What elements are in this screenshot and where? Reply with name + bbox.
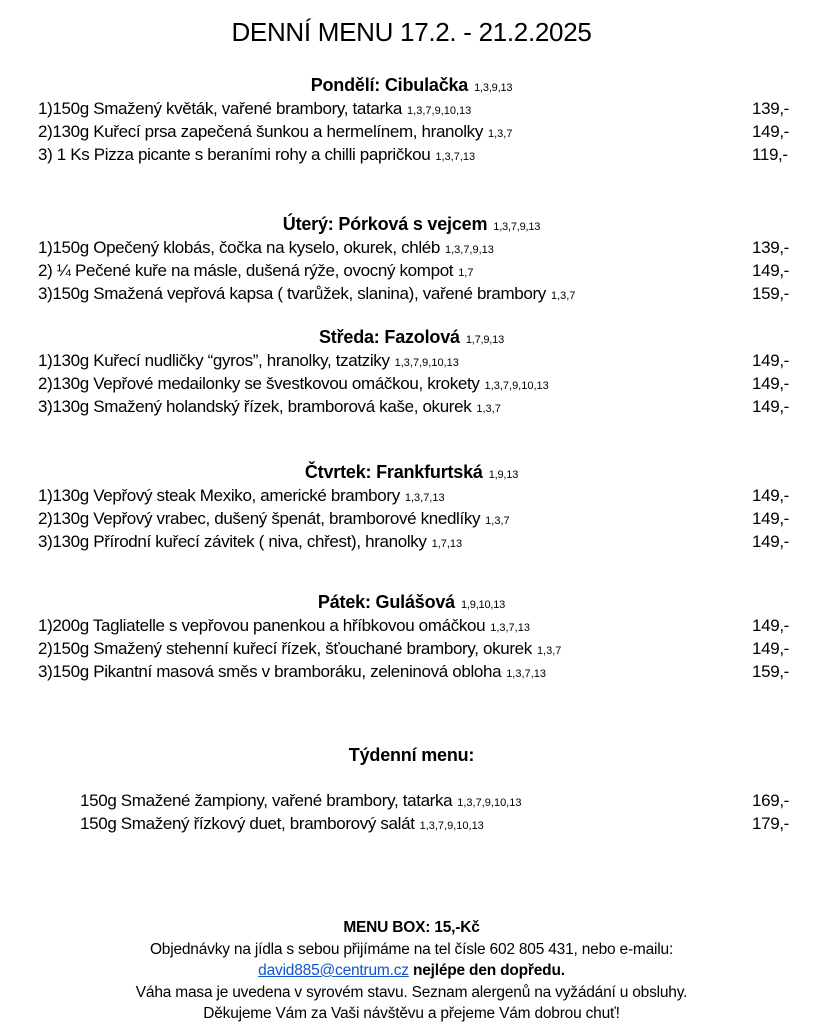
section-header [0, 591, 823, 614]
item-text [38, 143, 475, 169]
weekly-menu-section [0, 744, 823, 835]
item-price: 149,- [752, 532, 789, 551]
menu-items [0, 349, 823, 418]
item-name: 3) 1 Ks Pizza picante s beraními rohy a chilli papričkou [38, 145, 431, 164]
footer [0, 917, 823, 1025]
item-price: 149,- [752, 639, 789, 658]
item-name: 3)130g Smažený holandský řízek, bramborová kaše, okurek [38, 397, 472, 416]
item-name: 2)130g Vepřové medailonky se švestkovou omáčkou, krokety [38, 374, 480, 393]
item-text [38, 282, 575, 308]
item-name: 2)130g Kuřecí prsa zapečená šunkou a hermelínem, hranolky [38, 122, 483, 141]
day-section [0, 461, 823, 553]
item-name: 1)200g Tagliatelle s vepřovou panenkou a hříbkovou omáčkou [38, 616, 486, 635]
menu-item [0, 120, 823, 143]
menu-item [0, 282, 823, 305]
item-name: 1)150g Smažený květák, vařené brambory, tatarka [38, 99, 403, 118]
menu-item [0, 372, 823, 395]
page-title: DENNÍ MENU 17.2. - 21.2.2025 [231, 17, 592, 47]
menu-box-note: MENU BOX: 15,-Kč [343, 919, 480, 936]
item-name: 1)130g Kuřecí nudličky “gyros”, hranolky, tzatziky [38, 351, 390, 370]
item-price: 149,- [752, 397, 789, 416]
item-price: 159,- [752, 284, 789, 303]
menu-item [0, 395, 823, 418]
item-allergens: 1,7,13 [431, 538, 463, 550]
section-header [0, 744, 823, 767]
menu-item [0, 637, 823, 660]
item-price: 179,- [752, 814, 789, 833]
item-allergens: 1,3,7,9,13 [444, 244, 494, 256]
item-price: 149,- [752, 509, 789, 528]
soup-allergens: 1,3,9,13 [474, 82, 513, 94]
item-allergens: 1,3,7 [476, 403, 501, 415]
item-text [38, 530, 462, 556]
menu-item [0, 349, 823, 372]
item-allergens: 1,3,7,9,10,13 [419, 820, 484, 832]
item-allergens: 1,3,7 [485, 515, 510, 527]
menu-item [0, 530, 823, 553]
menu-items [0, 614, 823, 683]
item-name: 3)150g Smažená vepřová kapsa ( tvarůžek, slanina), vařené brambory [38, 284, 546, 303]
section-title: Týdenní menu: [348, 745, 475, 765]
item-name: 2) ¼ Pečené kuře na másle, dušená rýže, ovocný kompot [38, 261, 454, 280]
item-allergens: 1,3,7 [488, 128, 513, 140]
section-header [0, 461, 823, 484]
menu-item [0, 660, 823, 683]
item-allergens: 1,3,7 [536, 645, 562, 657]
item-allergens: 1,3,7,9,10,13 [407, 105, 472, 117]
weight-note: Váha masa je uvedena v syrovém stavu. Seznam alergenů na vyžádání u obsluhy. [135, 983, 688, 1001]
item-name: 1)150g Opečený klobás, čočka na kyselo, okurek, chléb [38, 238, 440, 257]
menu-items [0, 484, 823, 553]
item-price: 149,- [752, 122, 789, 141]
item-price: 149,- [752, 616, 789, 635]
item-price: 139,- [752, 99, 789, 118]
menu-items [0, 789, 823, 835]
section-header [0, 213, 823, 236]
item-price: 149,- [752, 261, 789, 280]
item-name: 2)150g Smažený stehenní kuřecí řízek, šťouchané brambory, okurek [38, 639, 532, 658]
day-section [0, 591, 823, 683]
menu-item [0, 484, 823, 507]
section-title: Středa: Fazolová [318, 327, 460, 347]
item-allergens: 1,3,7,9,10,13 [394, 357, 459, 369]
soup-allergens: 1,7,9,13 [465, 334, 504, 346]
item-name: 3)130g Přírodní kuřecí závitek ( niva, chřest), hranolky [38, 532, 427, 551]
item-name: 3)150g Pikantní masová směs v bramboráku, zeleninová obloha [38, 662, 502, 681]
section-title: Pondělí: Cibulačka [310, 75, 469, 95]
day-section [0, 326, 823, 418]
day-section [0, 74, 823, 166]
menu-item [0, 259, 823, 282]
item-price: 149,- [752, 374, 789, 393]
item-text [38, 660, 546, 686]
item-text [38, 395, 501, 421]
menu-item [0, 143, 823, 166]
advance-note: nejlépe den dopředu. [412, 962, 565, 979]
menu-item [0, 812, 823, 835]
soup-allergens: 1,3,7,9,13 [493, 221, 541, 233]
item-name: 1)130g Vepřový steak Mexiko, americké brambory [38, 486, 400, 505]
section-header [0, 74, 823, 97]
menu-item [0, 97, 823, 120]
item-price: 149,- [752, 351, 789, 370]
menu-item [0, 789, 823, 812]
menu-item [0, 614, 823, 637]
item-allergens: 1,3,7,9,10,13 [457, 797, 522, 809]
item-name: 2)130g Vepřový vrabec, dušený špenát, bramborové knedlíky [38, 509, 481, 528]
email-link[interactable]: david885@centrum.cz [258, 962, 409, 979]
item-price: 119,- [752, 145, 788, 164]
section-title: Úterý: Pórková s vejcem [282, 214, 488, 234]
day-section [0, 213, 823, 305]
item-name: 150g Smažené žampiony, vařené brambory, tatarka [80, 791, 453, 810]
section-title: Čtvrtek: Frankfurtská [304, 462, 483, 482]
menu-item [0, 507, 823, 530]
thanks-note: Děkujeme Vám za Vaši návštěvu a přejeme Vám dobrou chuť! [203, 1005, 620, 1022]
item-text [80, 812, 484, 838]
section-header [0, 326, 823, 349]
orders-note: Objednávky na jídla s sebou přijímáme na tel čísle 602 805 431, nebo e-mailu: [149, 940, 674, 958]
item-price: 169,- [752, 791, 789, 810]
item-allergens: 1,3,7,9,10,13 [484, 380, 549, 392]
item-allergens: 1,3,7,13 [506, 668, 546, 680]
item-price: 149,- [752, 486, 789, 505]
item-price: 159,- [752, 662, 789, 681]
item-name: 150g Smažený řízkový duet, bramborový salát [80, 814, 415, 833]
item-allergens: 1,3,7,13 [404, 492, 445, 504]
menu-items [0, 236, 823, 305]
item-allergens: 1,7 [458, 267, 474, 279]
menu-item [0, 236, 823, 259]
item-allergens: 1,3,7,13 [490, 622, 530, 634]
soup-allergens: 1,9,13 [488, 469, 519, 481]
item-allergens: 1,3,7,13 [435, 151, 476, 163]
menu-items [0, 97, 823, 166]
item-allergens: 1,3,7 [550, 290, 576, 302]
soup-allergens: 1,9,10,13 [461, 599, 506, 611]
section-title: Pátek: Gulášová [317, 592, 455, 612]
item-price: 139,- [752, 238, 789, 257]
